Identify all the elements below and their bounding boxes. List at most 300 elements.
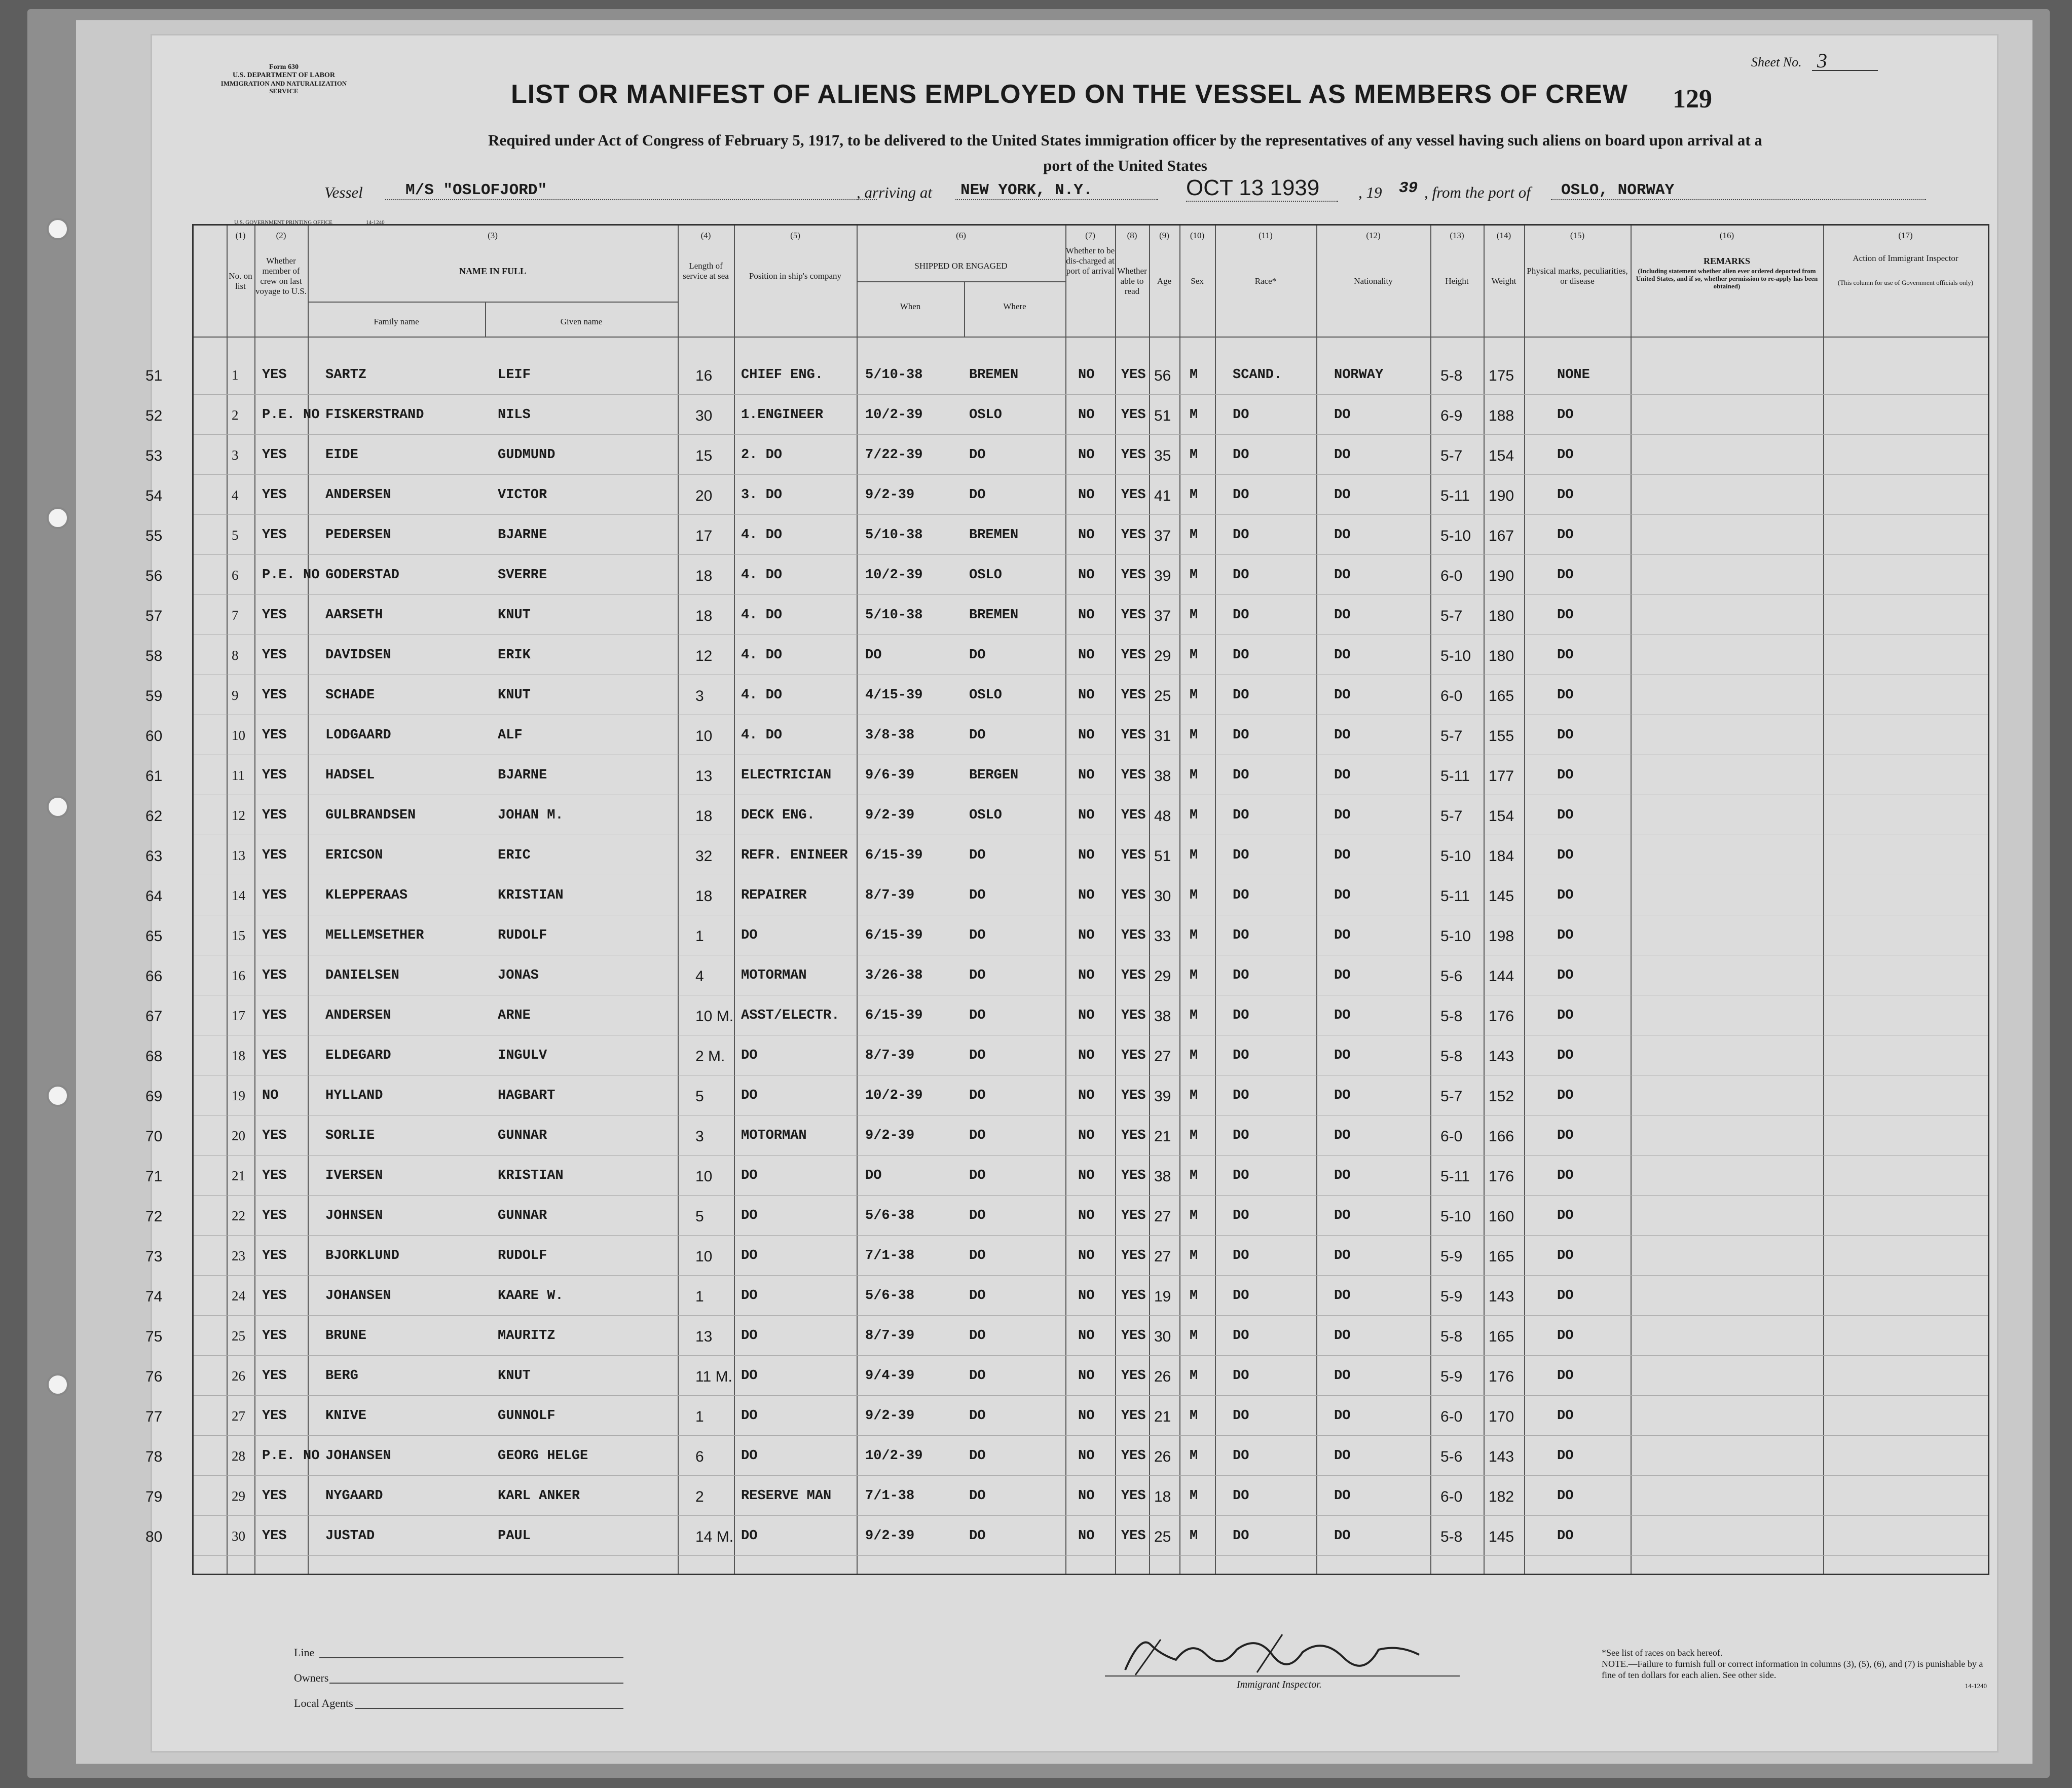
row-weight: 184 — [1489, 848, 1514, 865]
row-discharged: NO — [1078, 568, 1095, 583]
row-service-length: 18 — [695, 568, 713, 584]
row-weight: 198 — [1489, 928, 1514, 945]
row-shipped-when: 8/7-39 — [865, 1048, 915, 1063]
row-physical-marks: DO — [1557, 648, 1574, 663]
row-sex: M — [1190, 1168, 1198, 1183]
row-list-number: 14 — [232, 888, 245, 903]
row-age: 30 — [1154, 1328, 1171, 1345]
row-race: DO — [1233, 1208, 1249, 1223]
row-nationality: DO — [1334, 1529, 1351, 1544]
row-sex: M — [1190, 367, 1198, 383]
row-position: ELECTRICIAN — [741, 768, 832, 783]
row-physical-marks: DO — [1557, 528, 1574, 543]
row-shipped-when: 5/10-38 — [865, 367, 923, 383]
row-service-length: 1 — [695, 1408, 704, 1425]
row-nationality: DO — [1334, 528, 1351, 543]
row-last-voyage: YES — [262, 1128, 287, 1143]
row-discharged: NO — [1078, 1368, 1095, 1384]
row-last-voyage: YES — [262, 1529, 287, 1544]
row-discharged: NO — [1078, 1529, 1095, 1544]
row-shipped-where: DO — [969, 488, 986, 503]
row-list-number: 1 — [232, 367, 239, 383]
row-last-voyage: YES — [262, 808, 287, 823]
row-age: 38 — [1154, 1008, 1171, 1025]
row-weight: 166 — [1489, 1128, 1514, 1145]
row-discharged: NO — [1078, 928, 1095, 943]
binder-hole — [47, 796, 69, 818]
row-family-name: HADSEL — [325, 768, 375, 783]
row-height: 5-7 — [1440, 608, 1463, 624]
row-race: DO — [1233, 1448, 1249, 1464]
row-discharged: NO — [1078, 848, 1095, 863]
row-discharged: NO — [1078, 1488, 1095, 1504]
row-hand-seq-number: 55 — [145, 528, 163, 544]
row-able-to-read: YES — [1121, 808, 1146, 823]
col4-header: Length of service at sea — [683, 261, 729, 281]
row-weight: 180 — [1489, 648, 1514, 664]
department: U.S. DEPARTMENT OF LABOR — [233, 71, 335, 79]
row-last-voyage: YES — [262, 888, 287, 903]
row-given-name: KARL ANKER — [498, 1488, 580, 1504]
row-service-length: 18 — [695, 608, 713, 624]
row-family-name: NYGAARD — [325, 1488, 383, 1504]
row-list-number: 6 — [232, 568, 239, 583]
row-last-voyage: YES — [262, 488, 287, 503]
row-list-number: 21 — [232, 1168, 245, 1183]
row-discharged: NO — [1078, 1248, 1095, 1263]
row-age: 48 — [1154, 808, 1171, 825]
row-age: 26 — [1154, 1448, 1171, 1465]
row-last-voyage: YES — [262, 608, 287, 623]
row-physical-marks: DO — [1557, 768, 1574, 783]
col3-header: NAME IN FULL — [459, 266, 526, 276]
row-family-name: SARTZ — [325, 367, 367, 383]
row-physical-marks: DO — [1557, 1448, 1574, 1464]
row-shipped-when: 3/26-38 — [865, 968, 923, 983]
col11-num: (11) — [1259, 231, 1273, 240]
row-discharged: NO — [1078, 648, 1095, 663]
page-title: LIST OR MANIFEST OF ALIENS EMPLOYED ON THE VESSEL AS MEMBERS OF CREW — [511, 80, 1628, 109]
row-age: 29 — [1154, 968, 1171, 985]
row-last-voyage: YES — [262, 768, 287, 783]
row-race: DO — [1233, 1408, 1249, 1424]
row-given-name: RUDOLF — [498, 1248, 547, 1263]
row-given-name: BJARNE — [498, 528, 547, 543]
row-sex: M — [1190, 1208, 1198, 1223]
row-sex: M — [1190, 1408, 1198, 1424]
row-race: DO — [1233, 608, 1249, 623]
sheet-number — [1751, 49, 1827, 72]
row-physical-marks: DO — [1557, 448, 1574, 463]
row-last-voyage: YES — [262, 528, 287, 543]
row-shipped-where: BREMEN — [969, 528, 1019, 543]
row-given-name: GEORG HELGE — [498, 1448, 588, 1464]
row-given-name: ERIK — [498, 648, 531, 663]
row-physical-marks: DO — [1557, 1529, 1574, 1544]
row-physical-marks: DO — [1557, 968, 1574, 983]
row-shipped-when: 9/2-39 — [865, 808, 915, 823]
row-hand-seq-number: 69 — [145, 1088, 163, 1105]
row-physical-marks: DO — [1557, 1368, 1574, 1384]
row-sex: M — [1190, 848, 1198, 863]
col10-header: Sex — [1191, 276, 1204, 286]
row-weight: 143 — [1489, 1448, 1514, 1465]
row-last-voyage: YES — [262, 1168, 287, 1183]
row-shipped-when: 9/2-39 — [865, 1128, 915, 1143]
row-service-length: 3 — [695, 688, 704, 704]
owners-label: Owners — [294, 1671, 329, 1684]
col16-header: REMARKS — [1703, 256, 1750, 266]
row-shipped-where: DO — [969, 1088, 986, 1103]
row-age: 41 — [1154, 488, 1171, 504]
row-last-voyage: YES — [262, 1488, 287, 1504]
vessel-line — [324, 175, 1946, 209]
row-position: DO — [741, 1208, 758, 1223]
row-nationality: DO — [1334, 488, 1351, 503]
row-shipped-when: 9/2-39 — [865, 1408, 915, 1424]
row-last-voyage: YES — [262, 928, 287, 943]
row-shipped-when: 5/10-38 — [865, 528, 923, 543]
row-position: DO — [741, 1368, 758, 1384]
row-service-length: 10 — [695, 1168, 713, 1185]
row-race: DO — [1233, 1168, 1249, 1183]
row-given-name: LEIF — [498, 367, 531, 383]
row-shipped-when: 9/6-39 — [865, 768, 915, 783]
row-shipped-when: 5/6-38 — [865, 1208, 915, 1223]
row-position: DO — [741, 1529, 758, 1544]
row-sex: M — [1190, 568, 1198, 583]
row-service-length: 16 — [695, 367, 713, 384]
from-label: , from the port of — [1424, 183, 1531, 201]
row-shipped-where: DO — [969, 888, 986, 903]
row-given-name: HAGBART — [498, 1088, 556, 1103]
row-given-name: JONAS — [498, 968, 539, 983]
row-physical-marks: DO — [1557, 1008, 1574, 1023]
row-height: 6-0 — [1440, 1128, 1463, 1145]
row-position: DO — [741, 928, 758, 943]
row-weight: 143 — [1489, 1288, 1514, 1305]
row-height: 5-10 — [1440, 528, 1471, 544]
row-age: 27 — [1154, 1248, 1171, 1265]
col13-header: Height — [1445, 276, 1469, 286]
row-height: 6-9 — [1440, 407, 1463, 424]
row-weight: 170 — [1489, 1408, 1514, 1425]
row-able-to-read: YES — [1121, 968, 1146, 983]
row-discharged: NO — [1078, 808, 1095, 823]
col3-num: (3) — [488, 231, 498, 240]
row-family-name: ANDERSEN — [325, 1008, 391, 1023]
row-hand-seq-number: 64 — [145, 888, 163, 905]
row-physical-marks: DO — [1557, 1208, 1574, 1223]
row-physical-marks: DO — [1557, 1488, 1574, 1504]
row-height: 5-8 — [1440, 1529, 1463, 1545]
row-shipped-where: DO — [969, 448, 986, 463]
row-physical-marks: DO — [1557, 728, 1574, 743]
row-discharged: NO — [1078, 728, 1095, 743]
row-hand-seq-number: 56 — [145, 568, 163, 584]
row-service-length: 6 — [695, 1448, 704, 1465]
row-list-number: 15 — [232, 928, 245, 943]
row-height: 5-11 — [1440, 1168, 1470, 1185]
col9-num: (9) — [1159, 231, 1169, 240]
row-list-number: 10 — [232, 728, 245, 743]
row-family-name: BERG — [325, 1368, 358, 1384]
inspector-label: Immigrant Inspector. — [1237, 1679, 1322, 1690]
row-list-number: 11 — [232, 768, 245, 783]
row-last-voyage: YES — [262, 367, 287, 383]
row-sex: M — [1190, 448, 1198, 463]
row-shipped-where: BREMEN — [969, 608, 1019, 623]
row-shipped-when: 9/4-39 — [865, 1368, 915, 1384]
row-hand-seq-number: 52 — [145, 407, 163, 424]
row-shipped-when: 10/2-39 — [865, 1088, 923, 1103]
row-height: 6-0 — [1440, 568, 1463, 584]
row-hand-seq-number: 53 — [145, 448, 163, 464]
row-age: 25 — [1154, 688, 1171, 704]
row-given-name: BJARNE — [498, 768, 547, 783]
row-height: 6-0 — [1440, 688, 1463, 704]
row-age: 38 — [1154, 768, 1171, 785]
row-list-number: 5 — [232, 528, 239, 543]
row-height: 5-10 — [1440, 648, 1471, 664]
row-race: DO — [1233, 568, 1249, 583]
row-shipped-where: DO — [969, 1368, 986, 1384]
row-able-to-read: YES — [1121, 1048, 1146, 1063]
binder-hole — [47, 1373, 69, 1396]
row-family-name: EIDE — [325, 448, 358, 463]
row-weight: 145 — [1489, 1529, 1514, 1545]
row-given-name: KNUT — [498, 608, 531, 623]
row-physical-marks: DO — [1557, 688, 1574, 703]
row-list-number: 28 — [232, 1448, 245, 1464]
col6a-header: When — [900, 302, 921, 311]
row-able-to-read: YES — [1121, 528, 1146, 543]
row-nationality: DO — [1334, 848, 1351, 863]
row-sex: M — [1190, 928, 1198, 943]
row-physical-marks: DO — [1557, 1248, 1574, 1263]
sheet-value: 3 — [1817, 49, 1827, 72]
row-shipped-where: OSLO — [969, 407, 1002, 423]
footnote — [1602, 1647, 1987, 1692]
row-age: 51 — [1154, 848, 1171, 865]
row-service-length: 13 — [695, 768, 713, 785]
row-family-name: ELDEGARD — [325, 1048, 391, 1063]
row-discharged: NO — [1078, 1128, 1095, 1143]
row-shipped-when: 9/2-39 — [865, 488, 915, 503]
row-last-voyage: YES — [262, 1208, 287, 1223]
col7-header: Whether to be dis-charged at port of arrival — [1065, 246, 1115, 276]
service: IMMIGRATION AND NATURALIZATION SERVICE — [220, 80, 347, 95]
row-race: DO — [1233, 407, 1249, 423]
row-list-number: 3 — [232, 448, 239, 463]
row-hand-seq-number: 58 — [145, 648, 163, 664]
row-sex: M — [1190, 1368, 1198, 1384]
row-position: ASST/ELECTR. — [741, 1008, 840, 1023]
row-able-to-read: YES — [1121, 407, 1146, 423]
row-shipped-where: DO — [969, 968, 986, 983]
row-list-number: 27 — [232, 1408, 245, 1424]
row-shipped-when: 10/2-39 — [865, 568, 923, 583]
row-physical-marks: DO — [1557, 1168, 1574, 1183]
row-shipped-where: DO — [969, 928, 986, 943]
row-shipped-where: OSLO — [969, 688, 1002, 703]
printing-office: U.S. GOVERNMENT PRINTING OFFICE — [234, 219, 332, 226]
row-race: DO — [1233, 768, 1249, 783]
row-family-name: IVERSEN — [325, 1168, 383, 1183]
col17-header: Action of Immigrant Inspector — [1853, 253, 1958, 263]
row-shipped-when: 10/2-39 — [865, 1448, 923, 1464]
row-able-to-read: YES — [1121, 1088, 1146, 1103]
row-discharged: NO — [1078, 608, 1095, 623]
row-race: DO — [1233, 1128, 1249, 1143]
row-family-name: DAVIDSEN — [325, 648, 391, 663]
row-list-number: 29 — [232, 1488, 245, 1504]
row-given-name: INGULV — [498, 1048, 547, 1063]
row-service-length: 18 — [695, 888, 713, 905]
row-discharged: NO — [1078, 688, 1095, 703]
row-shipped-where: DO — [969, 728, 986, 743]
row-discharged: NO — [1078, 367, 1095, 383]
row-age: 19 — [1154, 1288, 1171, 1305]
row-last-voyage: YES — [262, 1368, 287, 1384]
row-given-name: VICTOR — [498, 488, 547, 503]
row-hand-seq-number: 80 — [145, 1529, 163, 1545]
row-shipped-when: 6/15-39 — [865, 1008, 923, 1023]
row-race: DO — [1233, 848, 1249, 863]
col6-header: SHIPPED OR ENGAGED — [914, 261, 1008, 271]
row-able-to-read: YES — [1121, 568, 1146, 583]
binder-hole — [47, 218, 69, 240]
row-hand-seq-number: 61 — [145, 768, 163, 785]
row-race: SCAND. — [1233, 367, 1282, 383]
row-weight: 165 — [1489, 1248, 1514, 1265]
binder-hole — [47, 1085, 69, 1107]
row-family-name: MELLEMSETHER — [325, 928, 424, 943]
row-last-voyage: YES — [262, 1288, 287, 1303]
col4-num: (4) — [700, 231, 711, 240]
row-age: 37 — [1154, 528, 1171, 544]
row-family-name: HYLLAND — [325, 1088, 383, 1103]
row-sex: M — [1190, 1288, 1198, 1303]
row-family-name: BJORKLUND — [325, 1248, 399, 1263]
row-discharged: NO — [1078, 768, 1095, 783]
col3a-header: Family name — [374, 317, 419, 326]
line-label: Line — [294, 1646, 315, 1659]
year: 39 — [1399, 179, 1418, 197]
col5-header: Position in ship's company — [749, 271, 842, 281]
row-height: 5-7 — [1440, 728, 1463, 744]
row-hand-seq-number: 62 — [145, 808, 163, 825]
row-height: 5-11 — [1440, 888, 1470, 905]
row-list-number: 8 — [232, 648, 239, 663]
row-list-number: 12 — [232, 808, 245, 823]
row-discharged: NO — [1078, 407, 1095, 423]
row-hand-seq-number: 72 — [145, 1208, 163, 1225]
row-shipped-where: DO — [969, 1048, 986, 1063]
row-discharged: NO — [1078, 488, 1095, 503]
row-hand-seq-number: 57 — [145, 608, 163, 624]
col10-num: (10) — [1190, 231, 1205, 240]
row-given-name: GUNNOLF — [498, 1408, 556, 1424]
row-sex: M — [1190, 1248, 1198, 1263]
row-service-length: 10 — [695, 728, 713, 744]
row-list-number: 19 — [232, 1088, 245, 1103]
row-family-name: JUSTAD — [325, 1529, 375, 1544]
row-age: 27 — [1154, 1048, 1171, 1065]
row-nationality: DO — [1334, 1208, 1351, 1223]
row-given-name: ERIC — [498, 848, 531, 863]
row-given-name: GUDMUND — [498, 448, 556, 463]
row-list-number: 9 — [232, 688, 239, 703]
row-shipped-when: 10/2-39 — [865, 407, 923, 423]
row-shipped-when: DO — [865, 648, 882, 663]
row-shipped-where: DO — [969, 1408, 986, 1424]
row-shipped-when: 9/2-39 — [865, 1529, 915, 1544]
row-weight: 145 — [1489, 888, 1514, 905]
row-last-voyage: YES — [262, 968, 287, 983]
row-list-number: 30 — [232, 1529, 245, 1544]
row-position: 4. DO — [741, 648, 783, 663]
row-race: DO — [1233, 448, 1249, 463]
row-able-to-read: YES — [1121, 1288, 1146, 1303]
row-shipped-when: 7/22-39 — [865, 448, 923, 463]
local-agents-label: Local Agents — [294, 1697, 353, 1709]
row-age: 51 — [1154, 407, 1171, 424]
row-nationality: NORWAY — [1334, 367, 1384, 383]
page-number: 129 — [1673, 85, 1712, 114]
row-nationality: DO — [1334, 1008, 1351, 1023]
row-able-to-read: YES — [1121, 1328, 1146, 1344]
row-height: 5-8 — [1440, 1048, 1463, 1065]
col8-num: (8) — [1127, 231, 1137, 240]
row-height: 5-9 — [1440, 1368, 1463, 1385]
row-shipped-when: 5/10-38 — [865, 608, 923, 623]
row-service-length: 2 M. — [695, 1048, 725, 1065]
row-physical-marks: DO — [1557, 848, 1574, 863]
row-sex: M — [1190, 1088, 1198, 1103]
row-nationality: DO — [1334, 808, 1351, 823]
row-service-length: 14 M. — [695, 1529, 734, 1545]
row-discharged: NO — [1078, 1008, 1095, 1023]
row-shipped-where: DO — [969, 648, 986, 663]
row-hand-seq-number: 68 — [145, 1048, 163, 1065]
row-family-name: AARSETH — [325, 608, 383, 623]
row-position: DO — [741, 1448, 758, 1464]
row-weight: 182 — [1489, 1488, 1514, 1505]
row-given-name: GUNNAR — [498, 1128, 547, 1143]
subtitle-line-2: port of the United States — [1043, 157, 1207, 174]
row-list-number: 23 — [232, 1248, 245, 1263]
row-race: DO — [1233, 1048, 1249, 1063]
row-service-length: 30 — [695, 407, 713, 424]
row-height: 5-7 — [1440, 448, 1463, 464]
crew-table — [145, 219, 1989, 1575]
row-race: DO — [1233, 808, 1249, 823]
row-weight: 160 — [1489, 1208, 1514, 1225]
row-age: 30 — [1154, 888, 1171, 905]
row-service-length: 11 M. — [695, 1368, 732, 1385]
row-age: 21 — [1154, 1408, 1171, 1425]
row-given-name: PAUL — [498, 1529, 531, 1544]
row-list-number: 17 — [232, 1008, 245, 1023]
row-able-to-read: YES — [1121, 888, 1146, 903]
row-last-voyage: YES — [262, 848, 287, 863]
arriving-port: NEW YORK, N.Y. — [955, 181, 1158, 200]
col11-header: Race* — [1254, 276, 1277, 286]
row-service-length: 1 — [695, 928, 704, 945]
col7-num: (7) — [1085, 231, 1095, 240]
row-position: DO — [741, 1088, 758, 1103]
